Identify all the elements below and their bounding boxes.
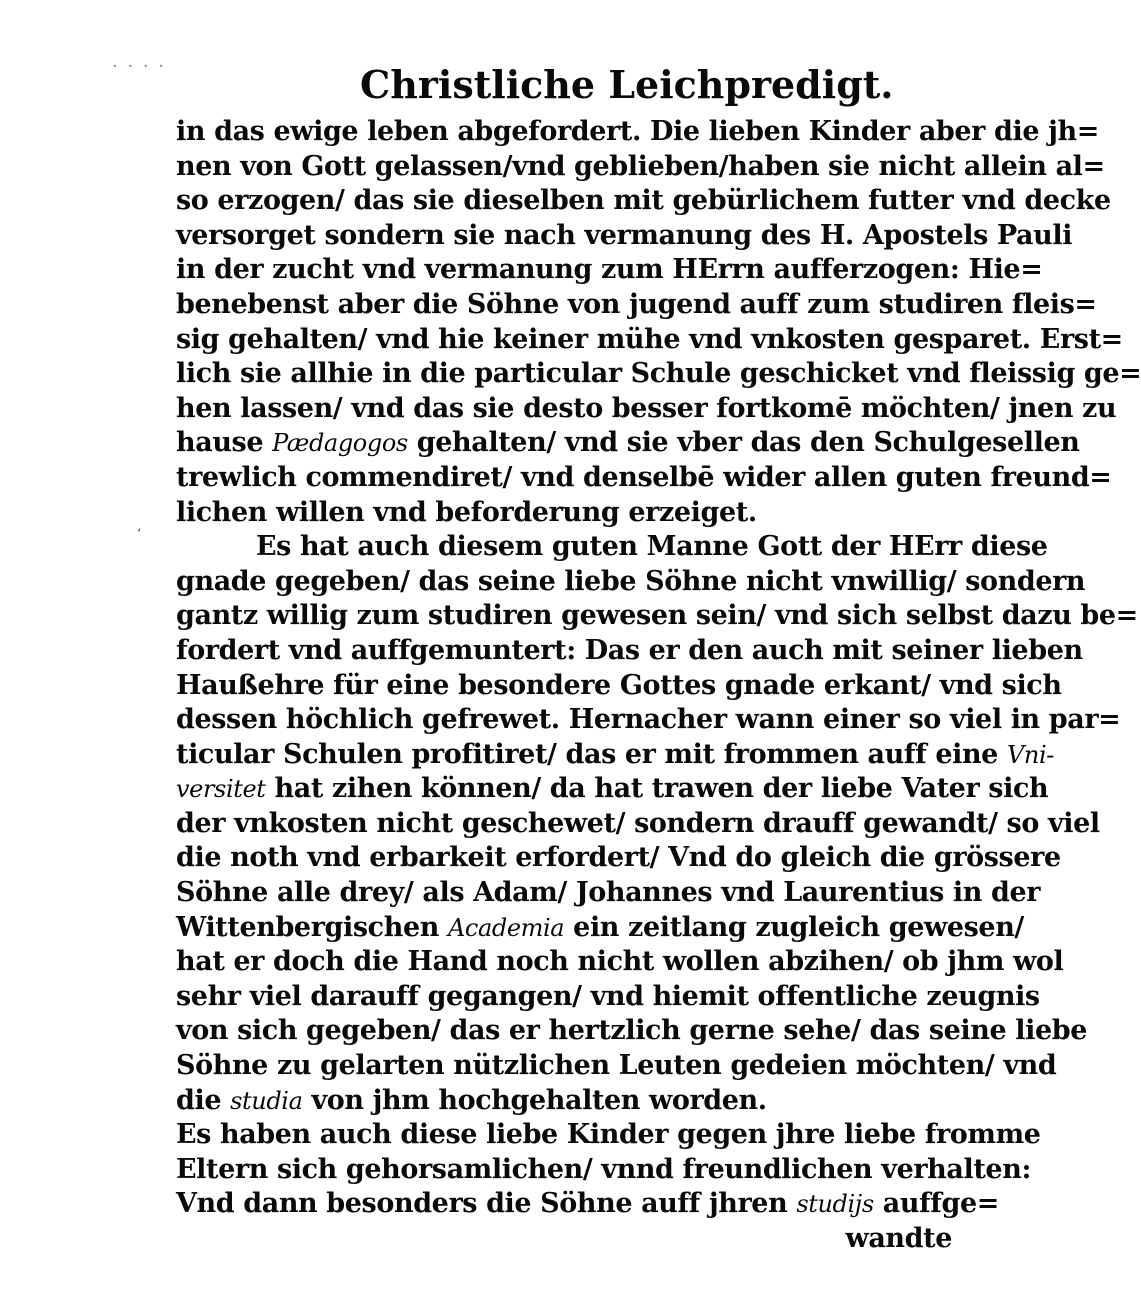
text-span: der vnkosten nicht geschewet/ sondern drauff gewandt/ so viel [176,807,1100,839]
text-span: Haußehre für eine besondere Gottes gnade erkant/ vnd sich [176,669,1062,701]
text-line [176,738,1054,773]
text-line [176,426,1080,461]
text-line [176,599,1138,634]
text-span: Es haben auch diese liebe Kinder gegen jhre liebe fromme [176,1119,1041,1151]
text-span: Vnd dann besonders die Söhne auff jhren [176,1188,797,1220]
text-line [176,703,1121,738]
text-span: hause [176,427,273,459]
text-line [176,357,1141,392]
text-line [176,876,1041,911]
text-line [176,461,1112,496]
text-line [176,530,1048,565]
text-line [176,945,1064,980]
text-line [176,184,1111,219]
latin-word: Pædagogos [272,429,408,458]
text-span: Es hat auch diesem guten Manne Gott der HErr diese [256,531,1048,563]
text-block [176,115,1141,1257]
text-span: wandte [845,1223,952,1254]
text-line [176,1118,1041,1153]
text-span: von jhm hochgehalten worden. [302,1084,767,1116]
text-span: hen lassen/ vnd das sie desto besser fortkomē möchten/ jnen zu [176,392,1117,424]
text-span: Eltern sich gehorsamlichen/ vnnd freundlichen verhalten: [176,1153,1032,1185]
text-span: ticular Schulen profitiret/ das er mit frommen auff eine [176,738,1007,770]
text-span: benebenst aber die Söhne von jugend auff zum studiren fleis= [176,288,1097,320]
text-span: fordert vnd auffgemuntert: Das er den auch mit seiner lieben [176,634,1083,666]
margin-mark-top: · · · · [112,56,167,77]
catchword [176,1222,952,1257]
text-span: nen von Gott gelassen/vnd geblieben/haben sie nicht allein al= [176,150,1105,182]
text-line [176,980,1040,1015]
text-span: trewlich commendiret/ vnd denselbē wider allen guten freund= [176,461,1112,493]
text-span: so erzogen/ das sie dieselben mit gebürlichem futter vnd decke [176,185,1111,217]
text-line [176,1187,999,1222]
text-span: Söhne alle drey/ als Adam/ Johannes vnd Laurentius in der [176,877,1041,909]
text-line [176,496,952,531]
latin-word: Academia [447,913,565,942]
latin-word: studijs [796,1190,874,1219]
text-line [176,1014,1088,1049]
text-line [176,1049,1057,1084]
text-line [176,772,1049,807]
text-span: lichen willen vnd beforderung erzeiget. [176,496,757,528]
text-line [176,841,1061,876]
latin-word: versitet [176,775,266,804]
text-span: Söhne zu gelarten nützlichen Leuten gedeien möchten/ vnd [176,1050,1057,1082]
text-line [176,1153,1032,1188]
text-line [176,219,1073,254]
text-line [176,288,1097,323]
text-span: hat er doch die Hand noch nicht wollen abzihen/ ob jhm wol [176,946,1064,978]
text-span: ein zeitlang zugleich gewesen/ [564,911,1024,943]
text-span: gantz willig zum studiren gewesen sein/ vnd sich selbst dazu be= [176,600,1138,632]
text-span: dessen höchlich gefrewet. Hernacher wann einer so viel in par= [176,704,1121,736]
text-span: die noth vnd erbarkeit erfordert/ Vnd do gleich die grössere [176,842,1061,874]
text-span: in der zucht vnd vermanung zum HErrn aufferzogen: Hie= [176,254,1043,286]
text-line [176,634,1083,669]
text-line [176,911,1024,946]
text-span: Wittenbergischen [176,911,448,943]
text-span: sehr viel darauff gegangen/ vnd hiemit offentliche zeugnis [176,980,1040,1012]
text-line [176,669,1062,704]
text-line [176,807,1100,842]
text-line [176,323,1123,358]
margin-mark-left: ‘ [137,527,142,542]
text-span: von sich gegeben/ das er hertzlich gerne sehe/ das seine liebe [176,1015,1088,1047]
text-span: die [176,1084,231,1116]
text-line [176,253,1043,288]
text-line [176,1084,952,1119]
text-line [176,565,1086,600]
text-span: lich sie allhie in die particular Schule geschicket vnd fleissig ge= [176,358,1141,390]
text-line [176,392,1117,427]
latin-word: studia [230,1086,303,1115]
text-span: hat zihen können/ da hat trawen der liebe Vater sich [265,773,1049,805]
text-span: auffge= [873,1188,999,1220]
text-span: versorget sondern sie nach vermanung des H. Apostels Pauli [176,219,1073,251]
text-line [176,115,1099,150]
text-span: in das ewige leben abgefordert. Die lieben Kinder aber die jh= [176,116,1099,147]
text-span: gehalten/ vnd sie vber das den Schulgesellen [407,427,1080,459]
text-span: gnade gegeben/ das seine liebe Söhne nicht vnwillig/ sondern [176,565,1086,597]
text-span: sig gehalten/ vnd hie keiner mühe vnd vnkosten gesparet. Erst= [176,323,1123,355]
running-title: Christliche Leichpredigt. [360,62,894,107]
latin-word: Vni- [1006,740,1054,769]
text-line [176,150,1105,185]
